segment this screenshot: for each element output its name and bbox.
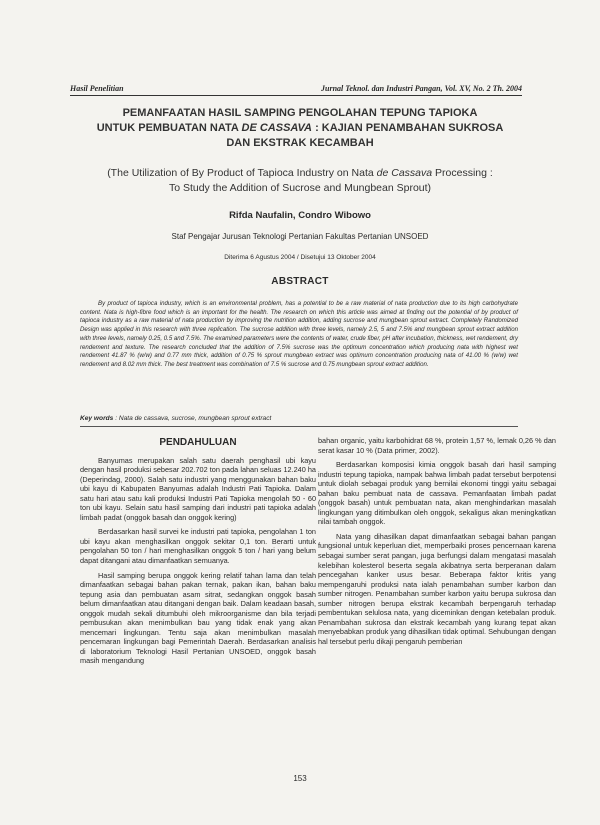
body-paragraph: Berdasarkan komposisi kimia onggok basah dari hasil samping industri tepung tapioka, nampak bahwa limbah padat tersebut berpotensi untuk diolah sebagai produk yang bernilai ekonomi tinggi yaitu sebagai bahan baku pembuat nata de cassava. Pemanfaatan limbah padat (onggok basah) untuk pembuatan nata, akan menghindarkan masalah lingkungan yang ditimbulkan oleh onggok, sekaligus akan meningkatkan nilai tambah onggok. bbox=[318, 460, 556, 527]
authors: Rifda Naufalin, Condro Wibowo bbox=[229, 210, 371, 221]
body-paragraph: bahan organic, yaitu karbohidrat 68 %, protein 1,57 %, lemak 0,26 % dan serat kasar 10 % (Data primer, 2002). bbox=[318, 436, 556, 455]
paper-title bbox=[70, 106, 530, 151]
right-column bbox=[318, 436, 556, 651]
running-head-section: Hasil Penelitian bbox=[70, 84, 124, 93]
body-paragraph: Banyumas merupakan salah satu daerah penghasil ubi kayu dengan hasil produksi sebesar 202.702 ton pada lahan seluas 12.240 ha (Deperindag, 2000). Salah satu industri yang menggunakan bahan baku ubi kayu di Kabupaten Banyumas adalah Industri Pati Tapioka. Dalam satu hari atau satu kali produksi Industri Pati Tapioka mengolah 50 - 60 ton ubi kayu. Selain satu hasil samping dari industri pati tapioka adalah limbah padat (onggok basah dan onggok kering) bbox=[80, 455, 316, 522]
body-paragraph: Hasil samping berupa onggok kering relatif tahan lama dan telah dimanfaatkan sebagai bahan pakan ternak, pakan ikan, bahan baku tepung asia dan pembuatan asam sitrat, sedangkan onggok basah belum dimanfaatkan atau ditangani dengan baik. Dalam keadaan basah, onggok mudah sekali ditumbuhi oleh mikroorganisme dan bila terjadi pembusukan akan menimbulkan bau yang tidak enak yang akan mencemari lingkungan. Tentu saja akan menimbulkan masalah pencemaran lingkungan bagi Pemerintah Daerah. Berdasarkan analisis di laboratorium Teknologi Hasil Pertanian UNSOED, onggok basah masih mengandung bbox=[80, 570, 316, 666]
keywords-text: : Nata de cassava, sucrose, mungbean sprout extract bbox=[113, 415, 272, 422]
subtitle-line-2: To Study the Addition of Sucrose and Mungbean Sprout) bbox=[168, 182, 432, 194]
body-paragraph: Nata yang dihasilkan dapat dimanfaatkan sebagai bahan pangan fungsional untuk keperluan diet, memperbaiki proses pencernaan karena sebagai sumber serat pangan, juga berfungsi dalam mengatasi masalah kelebihan kolesterol beserta segala akibatnya serta berperanan dalam pencegahan kanker usus besar. Beberapa faktor kritis yang mempengaruhi produksi nata ialah penambahan sumber karbon dan sumber nitrogen. Penambahan sumber karbon yaitu berupa sukrosa dan sumber nitrogen berupa ekstrak kecambah berpengaruh terhadap pembentukan selulosa nata, yang diceminkan dengan ketebalan produk. Penambahan sukrosa dan ekstrak kecambah yang kurang tepat akan menyebabkan produk yang dihasilkan tidak optimal. Sehubungan dengan hal tersebut perlu dikaji pengaruh pemberian bbox=[318, 531, 556, 646]
received-accepted-dates: Diterima 6 Agustus 2004 / Disetujui 13 Oktober 2004 bbox=[224, 254, 376, 261]
abstract-heading: ABSTRACT bbox=[271, 276, 329, 287]
title-line-1: PEMANFAATAN HASIL SAMPING PENGOLAHAN TEPUNG TAPIOKA bbox=[122, 107, 478, 119]
section-heading-pendahuluan: PENDAHULUAN bbox=[159, 437, 237, 448]
left-column bbox=[80, 436, 316, 671]
keywords bbox=[80, 415, 518, 427]
affiliation: Staf Pengajar Jurusan Teknologi Pertanian Fakultas Pertanian UNSOED bbox=[171, 232, 429, 241]
title-line-2: UNTUK PEMBUATAN NATA DE CASSAVA : KAJIAN PENAMBAHAN SUKROSA bbox=[96, 122, 504, 134]
body-paragraph: Berdasarkan hasil survei ke industri pati tapioka, pengolahan 1 ton ubi kayu akan menghasilkan onggok sekitar 0,1 ton. Berarti untuk pengolahan 50 ton / hari menghasilkan onggok 5 ton / hari yang belum dapat ditangani atau dimanfaatkan semuanya. bbox=[80, 527, 316, 566]
title-line-3: DAN EKSTRAK KECAMBAH bbox=[226, 137, 374, 149]
subtitle-line-1: (The Utilization of By Product of Tapioca Industry on Nata de Cassava Processing : bbox=[107, 167, 493, 179]
running-head-journal: Jurnal Teknol. dan Industri Pangan, Vol. XV, No. 2 Th. 2004 bbox=[321, 84, 522, 93]
abstract-text: By product of tapioca industry, which is an environmental problem, has a potential to be a raw material of nata production due to its high carbohydrate content. Nata is high-fibre food which is an important for the health. The research on which this article was aimed at finding out the potential of by product of tapioca industry as a raw material of nata production by improving the nutrition addition, adding sucrose and mungbean sprout extract. Completely Randomized Design was applied in this research with three replication. The sucrose addition with three levels, namely 2.5, 5 and 7.5% and mungbean sprout extract addition with three levels, namely 0.25, 0.5 and 7.5%. The examined parameters were the contents of water, crude fiber, pH after incubation, thickness, wet rendement, dry rendement and texture. The research concluded that the addition of 7.5% sucrose was the optimum concentration which producing nata with highest wet rendement 41.87 % (w/w) and 0.77 mm thick, addition of 0.75 % sprout mungbean extract was optimum concentration producing nata of 41.00 % (w/w) wet rendement and 8.02 mm thick. The best treatment was combination of 7.5 % sucrose and 0.75 mungbean sprout extract addition. bbox=[80, 300, 518, 368]
english-subtitle bbox=[70, 166, 530, 196]
keywords-label: Key words bbox=[80, 415, 114, 422]
running-head bbox=[70, 84, 522, 96]
page-number: 153 bbox=[293, 774, 307, 783]
